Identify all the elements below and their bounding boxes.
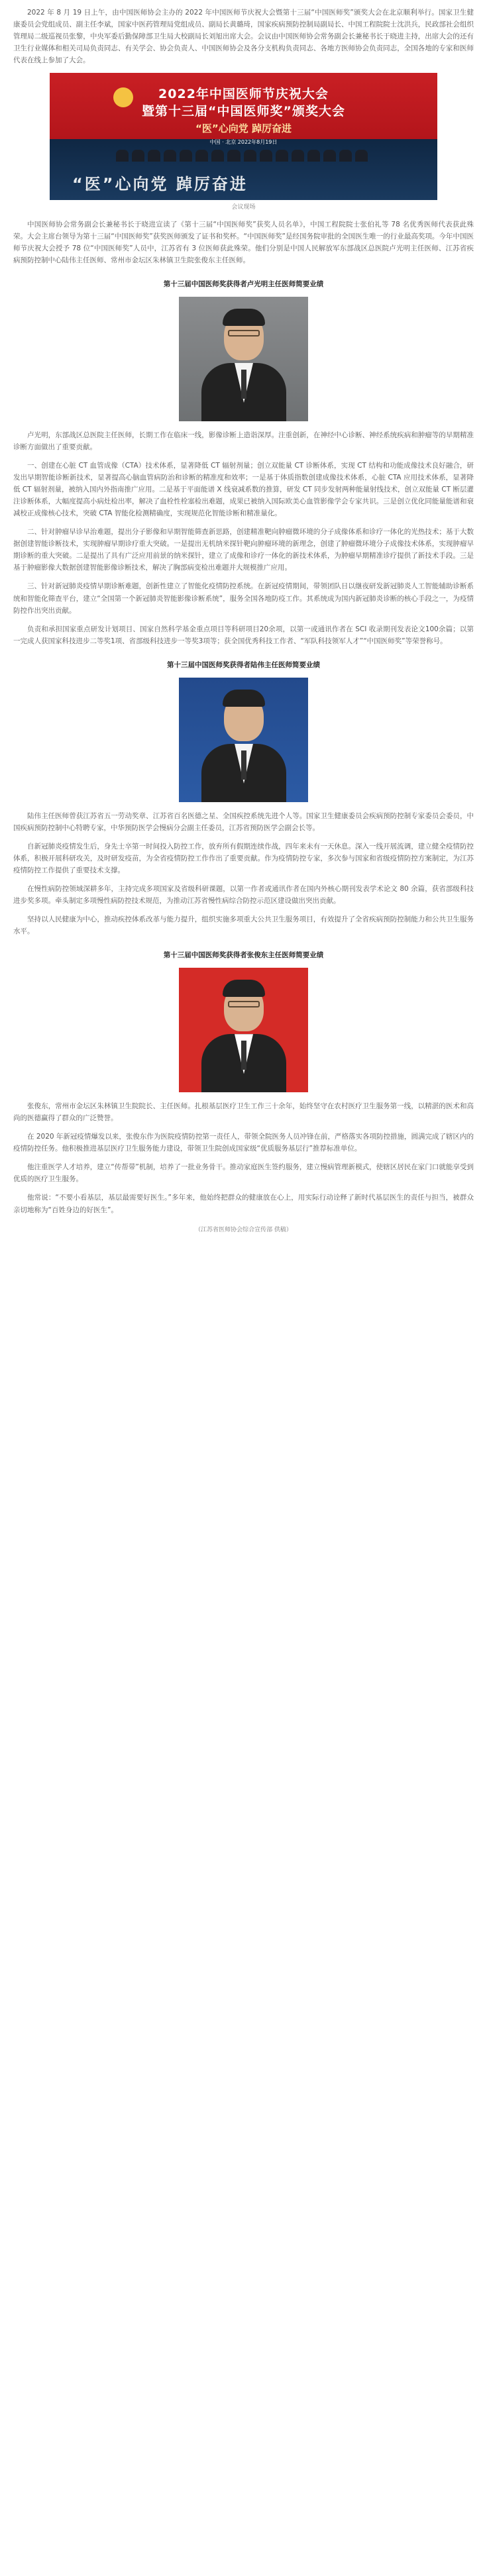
doctor-1-portrait [179, 297, 308, 421]
banner-title-line2: 暨第十三届“中国医师奖”颁奖大会 [142, 104, 345, 119]
presidium-row [116, 150, 368, 162]
doctor-2-paragraph: 自新冠肺炎疫情发生后，身先士卒第一时间投入防控工作，放弃所有假期连续作战，四年来未有一天休息。深入一线开展流调，建立健全疫情防控体系，积极开展科研攻关，及时研发疫苗，为全省疫情防控工作作出了重要贡献。作为疫情防控专家，多次参与国家和省级疫情防控方案制定，为江苏疫情防控工作提供了重要技术支撑。 [13, 842, 474, 874]
banner-place: 中国 · 北京 2022年8月19日 [209, 139, 278, 146]
doctor-1-title: 第十三届中国医师奖获得者卢光明主任医师简要业绩 [163, 280, 324, 288]
stage-slogan: “医”心向党 踔厉奋进 [72, 175, 248, 194]
doctor-3-paragraph: 他注重医学人才培养，建立“传帮带”机制，培养了一批业务骨干。推动家庭医生签约服务，建立慢病管理新模式，使辖区居民在家门口就能享受到优质的医疗卫生服务。 [13, 1163, 474, 1184]
doctor-1-paragraph: 一、创建在心脏 CT 血管成像（CTA）技术体系，显著降低 CT 辐射剂量；创立双能量 CT 诊断体系，实现 CT 结构和功能成像技术良好融合，研发出早期智能诊断新技术，显著提高心脑血管病防治和诊断的精准度和效率；一是基于体质指数创建成像技术体系，心脏 CTA 应用技术体系，显著降低 CT 辐射剂量，被纳入国内外指南推广应用。二是基于平面能谱 X 线衰减系数的推算，研发 CT 同步发射两种能量射线技术，创立双能量 CT 断层灌注诊断体系，大幅度提高小病灶检出率，解决了血栓性栓塞检出难题，成果已被纳入国际欧美心血管影像学会专家共识。三是创立优化同能量能谱和衰减校正成像核心技术，突破 CTA 智能化检测精确度，实现规范化智能诊断和精准量化。 [13, 462, 474, 518]
doctor-1-paragraph: 卢光明，东部战区总医院主任医师，长期工作在临床一线，影像诊断上造诣深厚。注重创新，在神经中心诊断、神经系统疾病和肿瘤等的早期精准诊断方面做出了重要贡献。 [13, 431, 474, 451]
doctor-section-2 [8, 659, 479, 937]
doctor-3-paragraph: 在 2020 年新冠疫情爆发以来，张俊东作为医院疫情防控第一责任人，带领全院医务人员冲锋在前，严格落实各项防控措施，圆满完成了辖区内的疫情防控任务。他积极推进基层医疗卫生服务能力建设，带领卫生院创成国家级“优质服务基层行”推荐标准单位。 [13, 1133, 474, 1153]
doctor-2-paragraph: 坚持以人民健康为中心，推动疾控体系改革与能力提升，组织实施多项重大公共卫生服务项目，有效提升了全省疾病预防控制能力和公共卫生服务水平。 [13, 915, 474, 936]
doctor-1-paragraph: 三、针对新冠肺炎疫情早期诊断难题，创新性建立了智能化疫情防控系统。在新冠疫情期间，带领团队日以继夜研发新冠肺炎人工智能辅助诊断系统和智能化筛查平台，建立“全国第一个新冠肺炎智能影像诊断系统”，服务全国各地防疫工作。其系统成为国内新冠肺炎诊断的核心手段之一，为疫情防控作出突出贡献。 [13, 582, 474, 615]
doctor-2-title: 第十三届中国医师奖获得者陆伟主任医师简要业绩 [167, 660, 320, 669]
doctor-section-3 [8, 949, 479, 1215]
photo-caption: 会议现场 [231, 204, 256, 211]
intro-paragraph: 2022 年 8 月 19 日上午，由中国医师协会主办的 2022 年中国医师节庆祝大会暨第十三届“中国医师奖”颁奖大会在北京顺利举行。国家卫生健康委员会党组成员、副主任李斌，国家中医药管理局党组成员、副局长黄璐琦，国家疾病预防控制局副局长、中国工程院院士沈洪兵，民政部社会组织管理局二级巡视员张黎，中央军委后勤保障部卫生局大校副局长刘旭出席大会。会议由中国医师协会常务副会长兼秘书长于晓进主持，出席大会的还有卫生行业媒体和相关司局负责同志、有关学会、协会负责人、中国医师协会及各分支机构负责同志、各地方医师协会负责同志，全国各地的专家和医师代表在线上参加了大会。 [13, 9, 474, 65]
doctor-3-paragraph: 他常说：“不要小看基层，基层最需要好医生。”多年来，他始终把群众的健康放在心上，用实际行动诠释了新时代基层医生的责任与担当，被群众亲切地称为“百姓身边的好医生”。 [13, 1194, 474, 1214]
article [0, 0, 487, 1251]
event-photo [50, 73, 437, 200]
source-credit: （江苏省医师协会综合宣传部 供稿） [195, 1226, 292, 1233]
intro-section [8, 0, 479, 66]
doctor-2-portrait [179, 678, 308, 802]
doctor-2-paragraph: 在慢性病防控领域深耕多年，主持完成多项国家及省级科研课题，以第一作者或通讯作者在国内外核心期刊发表学术论文 80 余篇，获省部级科技进步奖多项。牵头制定多项慢性病防控技术规范，为推动江苏省慢性病综合防控示范区建设做出突出贡献。 [13, 884, 474, 905]
banner-slogan: “医”心向党 踔厉奋进 [195, 123, 292, 135]
doctor-1-paragraph: 负责和承担国家重点研发计划项目、国家自然科学基金重点项目等科研项目20余项，以第一或通讯作者在 SCI 收录期刊发表论文100余篇；以第一完成人获国家科技进步二等奖1项、省部级科技进步一等奖3项等；获全国优秀科技工作者、“军队科技领军人才”“中国医师奖”等荣誉称号。 [13, 625, 474, 645]
doctor-3-paragraph: 张俊东，常州市金坛区朱林镇卫生院院长、主任医师。扎根基层医疗卫生工作三十余年，始终坚守在农村医疗卫生服务第一线，以精湛的医术和高尚的医德赢得了群众的广泛赞誉。 [13, 1102, 474, 1123]
award-paragraph: 中国医师协会常务副会长兼秘书长于晓进宣读了《第十三届“中国医师奖”获奖人员名单》，中国工程院院士张伯礼等 78 名优秀医师代表获此殊荣。大会主席台领导为第十三届“中国医师奖”获奖医师颁发了证书和奖杯。“中国医师奖”是经国务院审批的全国医生唯一的行业最高奖项。今年中国医师节庆祝大会授予 78 位“中国医师奖”人员中，江苏省有 3 位医师获此殊荣。他们分别是中国人民解放军东部战区总医院卢光明主任医师、江苏省疾病预防控制中心陆伟主任医师、常州市金坛区朱林镇卫生院张俊东主任医师。 [13, 220, 474, 264]
doctor-3-portrait [179, 968, 308, 1092]
doctor-2-paragraph: 陆伟主任医师曾获江苏省五一劳动奖章、江苏省百名医德之星、全国疾控系统先进个人等。国家卫生健康委员会疾病预防控制专家委员会委员，中国疾病预防控制中心特聘专家，中华预防医学会慢病分会副主任委员，江苏省预防医学会副会长等。 [13, 811, 474, 832]
banner-title-line1: 2022年中国医师节庆祝大会 [158, 87, 329, 102]
doctor-section-1 [8, 278, 479, 647]
doctor-1-paragraph: 二、针对肿瘤早诊早治难题，提出分子影像和早期智能筛查新思路，创建精准靶向肿瘤微环境的分子成像体系和诊疗一体化的光热技术；基于大数据创建智能诊断技术，实现肿瘤早期诊疗重大突破。一是提出无机纳米探针靶向肿瘤环境的新理念，创建了肿瘤微环境分子成像技术体系，实现肿瘤早期诊断的重大突破。二是提出了具有广泛应用前景的纳米探针，建立了成像和诊疗一体化的新技术体系，为肿瘤早期精准诊疗提供了新技术手段。三是基于肿瘤影像大数据创建智能影像诊断技术，解决了胸部病变检出难题并大规模推广应用。 [13, 528, 474, 572]
doctor-3-title: 第十三届中国医师奖获得者张俊东主任医师简要业绩 [163, 951, 324, 960]
